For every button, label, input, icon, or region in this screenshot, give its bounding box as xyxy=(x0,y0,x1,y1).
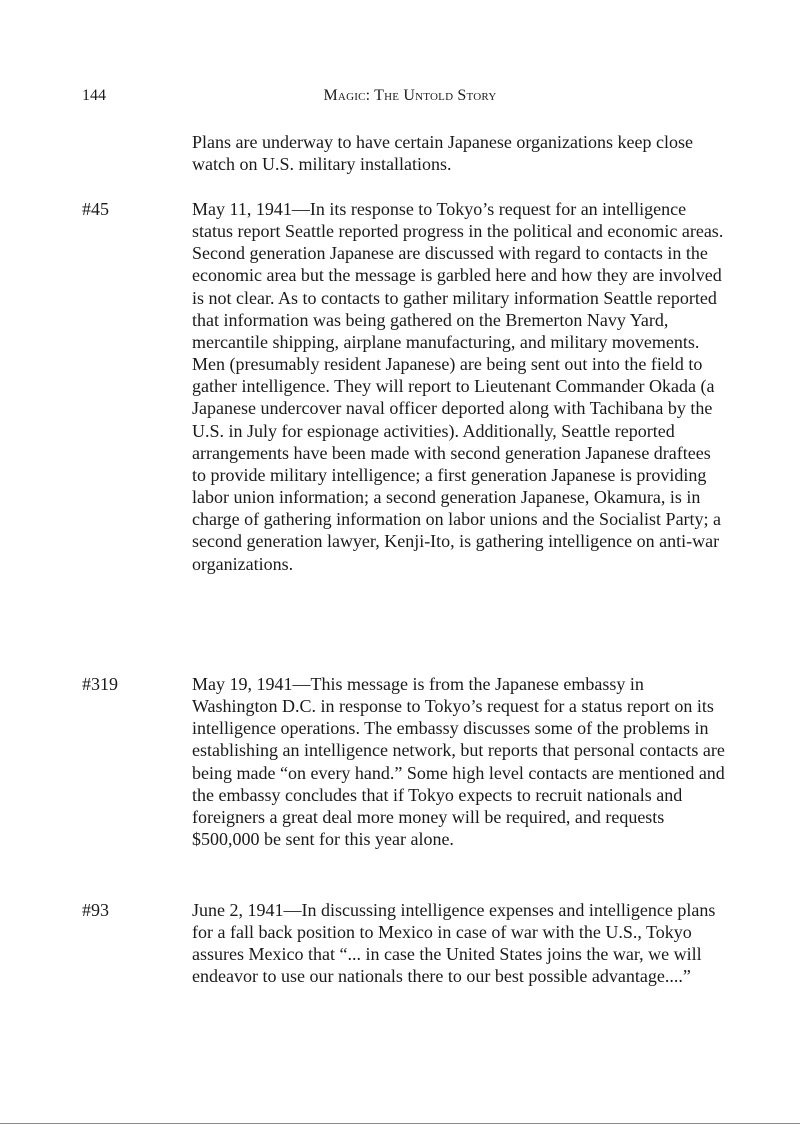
entry-text: June 2, 1941—In discussing intelligence expenses and intelligence plans for a fall back position to Mexico in case of war with the U.S., Tokyo assures Mexico that “... in case the United States joins the war, we will endeavor to use our nationals there to our best possible advantage....” xyxy=(192,900,716,987)
running-title: Magic: The Untold Story xyxy=(323,87,497,104)
entry-number: #93 xyxy=(82,900,109,920)
paragraph-text: Plans are underway to have certain Japanese organizations keep close watch on U.S. military installations. xyxy=(192,132,693,175)
entry-text: May 11, 1941—In its response to Tokyo’s request for an intelligence status report Seattle reported progress in the political and economic areas. Second generation Japanese are discussed with regard to contacts in the economic area but the message is garbled here and how they are involved is not clear. As to contacts to gather military information Seattle reported that information was being gathered on the Bremerton Navy Yard, mercantile shipping, airplane manufacturing, and military movements. Men (presumably resident Japanese) are being sent out into the field to gather intelligence. They will report to Lieutenant Commander Okada (a Japanese undercover naval officer deported along with Tachibana by the U.S. in July for espionage activities). Additionally, Seattle reported arrangements have been made with second generation Japanese draftees to provide military intelligence; a first generation Japanese is providing labor union information; a second generation Japanese, Okamura, is in charge of gathering information on labor unions and the Socialist Party; a second generation lawyer, Kenji-Ito, is gathering intelligence on anti-war organizations. xyxy=(192,199,724,574)
entry-text: May 19, 1941—This message is from the Japanese embassy in Washington D.C. in response to Tokyo’s request for a status report on its intelligence operations. The embassy discusses some of the problems in establishing an intelligence network, but reports that personal contacts are being made “on every hand.” Some high level contacts are mentioned and the embassy concludes that if Tokyo expects to recruit nationals and foreigners a great deal more money will be required, and requests $500,000 be sent for this year alone. xyxy=(192,674,725,850)
entry-number: #45 xyxy=(82,199,109,219)
page-header xyxy=(0,86,800,108)
entry-number: #319 xyxy=(82,674,118,694)
page-bottom-edge xyxy=(0,1123,800,1124)
page-number: 144 xyxy=(82,87,106,104)
